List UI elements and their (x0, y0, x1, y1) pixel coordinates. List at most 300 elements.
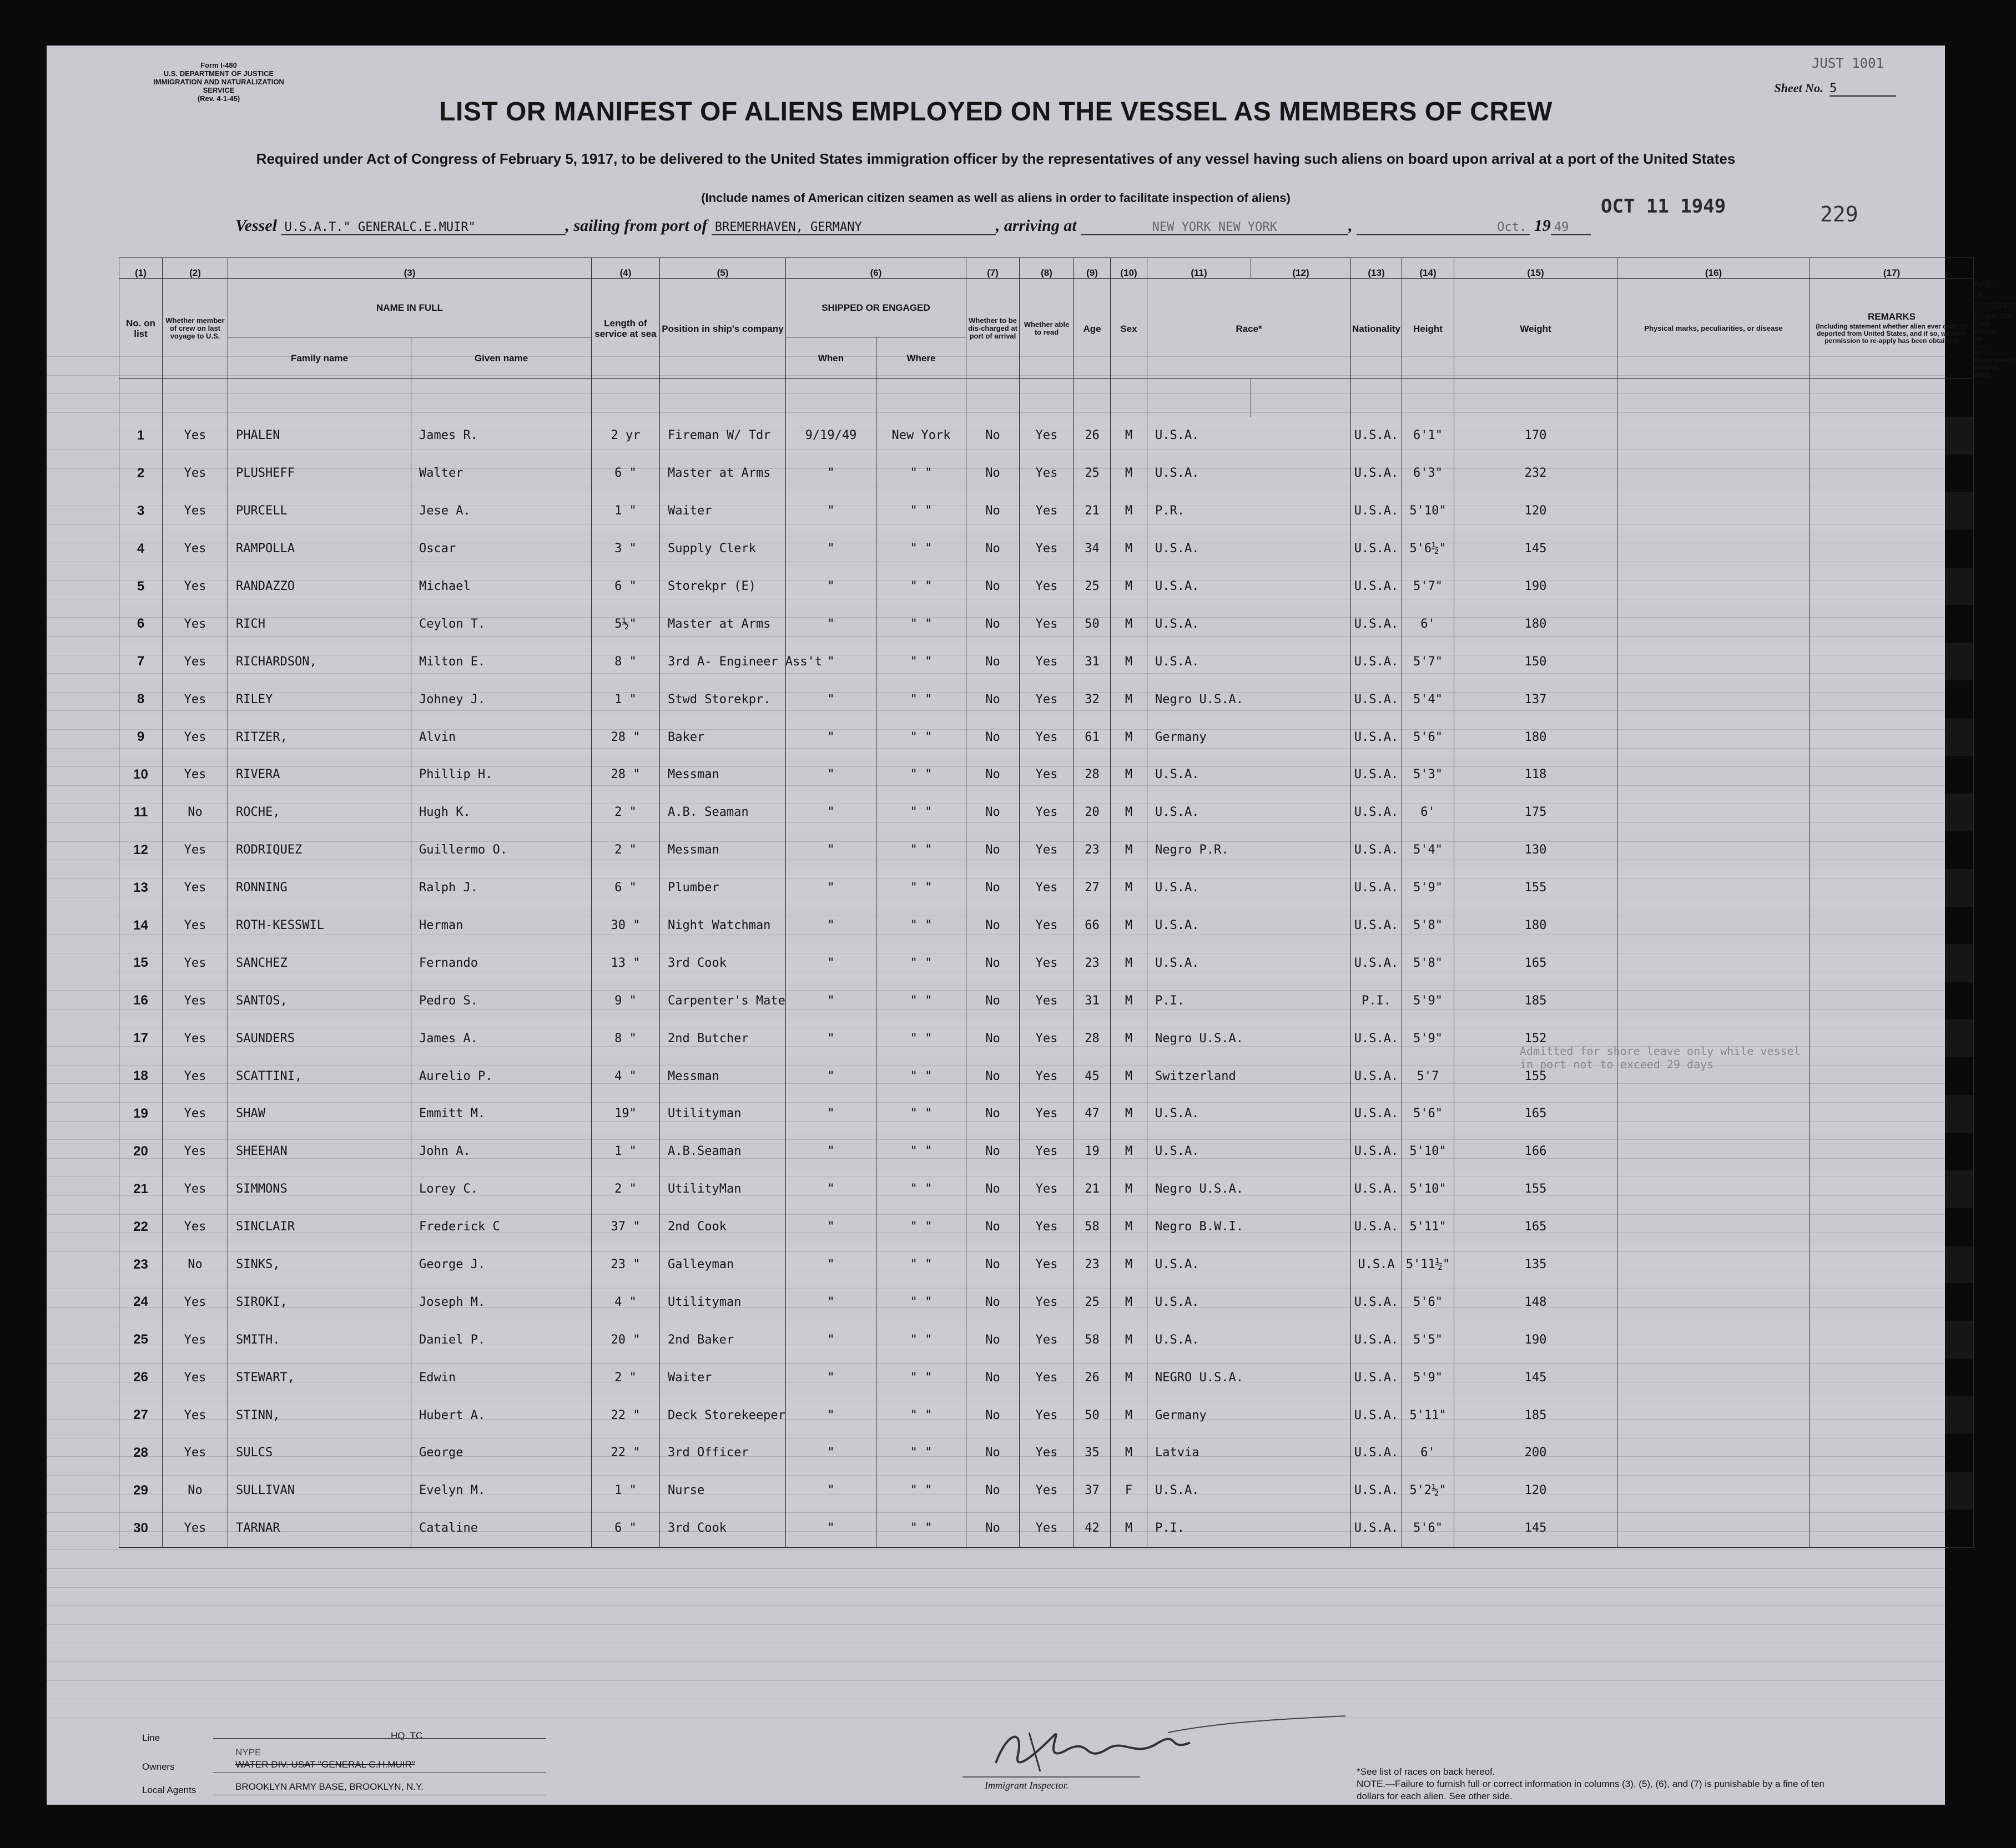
arrival-month: Oct. (1357, 220, 1530, 235)
cell-nationality: U.S.A. (1351, 944, 1402, 982)
cell-sex: M (1111, 1359, 1147, 1396)
cell-age: 32 (1074, 680, 1111, 718)
cell-age: 47 (1074, 1095, 1111, 1133)
cell-shipped-where: " " (876, 1170, 966, 1208)
cell-given-name: Frederick C (411, 1208, 592, 1246)
cell-sex: M (1111, 1434, 1147, 1472)
cell-family-name: SANTOS, (228, 982, 411, 1019)
cell-remarks (1810, 1321, 1974, 1359)
cell-crew-last-voyage: Yes (163, 1133, 228, 1170)
cell-position: Utilityman (660, 1283, 786, 1321)
sheet-number-label: Sheet No. (1774, 81, 1823, 95)
cell-shipped-where: " " (876, 1283, 966, 1321)
cell-physical-marks (1617, 907, 1810, 945)
cell-position: 3rd A- Engineer Ass't (660, 643, 786, 680)
cell-nationality: U.S.A. (1351, 907, 1402, 945)
cell-list-number: 28 (119, 1434, 163, 1472)
table-row (119, 1509, 1974, 1547)
cell-family-name: SULCS (228, 1434, 411, 1472)
cell-able-to-read: Yes (1020, 643, 1074, 680)
cell-list-number: 14 (119, 907, 163, 945)
cell-able-to-read: Yes (1020, 831, 1074, 869)
cell-weight: 145 (1454, 1359, 1617, 1396)
cell-race: U.S.A. (1147, 530, 1351, 568)
table-row (119, 944, 1974, 982)
sheet-number (1775, 81, 1897, 97)
table-row (119, 605, 1974, 643)
cell-nationality: U.S.A. (1351, 718, 1402, 756)
cell-list-number: 20 (119, 1133, 163, 1170)
cell-shipped-when: " (786, 680, 876, 718)
cell-able-to-read: Yes (1020, 1359, 1074, 1396)
cell-height: 5'3" (1402, 756, 1454, 794)
cell-height: 5'10" (1402, 1170, 1454, 1208)
cell-sex: M (1111, 907, 1147, 945)
inspector-signature (957, 1710, 1357, 1783)
cell-able-to-read: Yes (1020, 794, 1074, 831)
cell-remarks (1810, 568, 1974, 605)
column-number: (15) (1454, 258, 1617, 279)
cell-weight: 185 (1454, 982, 1617, 1019)
cell-crew-last-voyage: Yes (163, 1509, 228, 1547)
column-number: (11) (1147, 258, 1251, 279)
cell-sex: M (1111, 718, 1147, 756)
cell-race: U.S.A. (1147, 643, 1351, 680)
cell-sex: M (1111, 944, 1147, 982)
cell-position: Master at Arms (660, 605, 786, 643)
cell-nationality: U.S.A. (1351, 417, 1402, 455)
cell-physical-marks (1617, 1359, 1810, 1396)
cell-race: Negro U.S.A. (1147, 1170, 1351, 1208)
cell-sex: M (1111, 1095, 1147, 1133)
cell-length-of-service: 8 " (592, 1019, 660, 1057)
year-prefix: 19 (1534, 216, 1551, 235)
header-name-in-full: NAME IN FULL (228, 279, 592, 337)
cell-weight: 152 (1454, 1019, 1617, 1057)
cell-weight: 165 (1454, 1095, 1617, 1133)
cell-remarks (1810, 530, 1974, 568)
cell-height: 5'4" (1402, 680, 1454, 718)
cell-height: 5'2½" (1402, 1472, 1454, 1509)
crew-rows (119, 379, 1974, 1548)
cell-nationality: U.S.A. (1351, 530, 1402, 568)
cell-race: U.S.A. (1147, 1321, 1351, 1359)
cell-nationality: U.S.A. (1351, 568, 1402, 605)
cell-nationality: U.S.A. (1351, 1434, 1402, 1472)
cell-weight: 155 (1454, 869, 1617, 907)
cell-discharged: No (966, 1246, 1020, 1284)
cell-crew-last-voyage: Yes (163, 756, 228, 794)
cell-height: 6' (1402, 1434, 1454, 1472)
cell-able-to-read: Yes (1020, 1246, 1074, 1284)
port-from: BREMERHAVEN, GERMANY (712, 220, 996, 235)
cell-family-name: RITZER, (228, 718, 411, 756)
cell-race: U.S.A. (1147, 1095, 1351, 1133)
cell-remarks (1810, 794, 1974, 831)
cell-physical-marks (1617, 1246, 1810, 1284)
cell-nationality: U.S.A. (1351, 794, 1402, 831)
table-row (119, 756, 1974, 794)
header-position: Position in ship's company (660, 279, 786, 379)
cell-shipped-where: " " (876, 982, 966, 1019)
cell-length-of-service: 22 " (592, 1434, 660, 1472)
cell-crew-last-voyage: Yes (163, 1359, 228, 1396)
cell-able-to-read: Yes (1020, 568, 1074, 605)
table-row (119, 1472, 1974, 1509)
cell-list-number: 23 (119, 1246, 163, 1284)
cell-sex: M (1111, 756, 1147, 794)
cell-given-name: Guillermo O. (411, 831, 592, 869)
header-length-of-service: Length of service at sea (592, 279, 660, 379)
cell-shipped-where: " " (876, 1208, 966, 1246)
cell-shipped-where: New York (876, 417, 966, 455)
service-name: IMMIGRATION AND NATURALIZATION SERVICE (153, 78, 284, 94)
vessel-label: Vessel (235, 216, 277, 235)
owners-value-1: NYPE (235, 1747, 261, 1758)
cell-height: 5'9" (1402, 869, 1454, 907)
cell-shipped-where: " " (876, 1057, 966, 1095)
cell-physical-marks (1617, 1434, 1810, 1472)
cell-given-name: Lorey C. (411, 1170, 592, 1208)
cell-shipped-when: " (786, 1434, 876, 1472)
date-stamp: OCT 11 1949 (1601, 195, 1726, 218)
line-label: Line (142, 1733, 160, 1743)
archive-code: JUST 1001 (1811, 55, 1884, 71)
cell-shipped-when: " (786, 1019, 876, 1057)
cell-position: Deck Storekeeper (660, 1396, 786, 1434)
cell-physical-marks (1617, 643, 1810, 680)
cell-crew-last-voyage: Yes (163, 982, 228, 1019)
department-name: U.S. DEPARTMENT OF JUSTICE (163, 69, 274, 78)
cell-height: 6' (1402, 794, 1454, 831)
cell-age: 26 (1074, 1359, 1111, 1396)
column-number: (4) (592, 258, 660, 279)
cell-age: 28 (1074, 756, 1111, 794)
cell-given-name: Fernando (411, 944, 592, 982)
cell-given-name: Oscar (411, 530, 592, 568)
cell-nationality: U.S.A. (1351, 680, 1402, 718)
cell-shipped-when: " (786, 1246, 876, 1284)
cell-nationality: U.S.A. (1351, 1208, 1402, 1246)
table-row (119, 1321, 1974, 1359)
cell-able-to-read: Yes (1020, 1133, 1074, 1170)
cell-physical-marks (1617, 1396, 1810, 1434)
cell-family-name: SAUNDERS (228, 1019, 411, 1057)
cell-list-number: 7 (119, 643, 163, 680)
cell-weight: 190 (1454, 1321, 1617, 1359)
cell-crew-last-voyage: Yes (163, 1057, 228, 1095)
cell-height: 6' (1402, 605, 1454, 643)
table-row (119, 455, 1974, 492)
cell-sex: M (1111, 1057, 1147, 1095)
cell-length-of-service: 1 " (592, 1472, 660, 1509)
cell-physical-marks (1617, 831, 1810, 869)
header-height: Height (1402, 279, 1454, 379)
cell-crew-last-voyage: Yes (163, 1208, 228, 1246)
cell-family-name: SIMMONS (228, 1170, 411, 1208)
cell-shipped-when: " (786, 1396, 876, 1434)
cell-weight: 120 (1454, 492, 1617, 530)
form-id: Form I-480 (200, 61, 237, 69)
cell-height: 5'7" (1402, 643, 1454, 680)
cell-length-of-service: 6 " (592, 568, 660, 605)
cell-length-of-service: 23 " (592, 1246, 660, 1284)
cell-list-number: 12 (119, 831, 163, 869)
footer-note (1357, 1766, 1845, 1802)
cell-given-name: Ralph J. (411, 869, 592, 907)
form-revision: (Rev. 4-1-45) (197, 94, 240, 103)
cell-discharged: No (966, 944, 1020, 982)
cell-crew-last-voyage: Yes (163, 1170, 228, 1208)
cell-sex: M (1111, 680, 1147, 718)
cell-age: 31 (1074, 643, 1111, 680)
cell-family-name: RONNING (228, 869, 411, 907)
cell-given-name: Cataline (411, 1509, 592, 1547)
cell-discharged: No (966, 718, 1020, 756)
cell-crew-last-voyage: Yes (163, 643, 228, 680)
cell-given-name: Aurelio P. (411, 1057, 592, 1095)
cell-nationality: U.S.A. (1351, 831, 1402, 869)
column-number: (3) (228, 258, 592, 279)
cell-discharged: No (966, 1133, 1020, 1170)
cell-remarks (1810, 1434, 1974, 1472)
cell-weight: 155 (1454, 1170, 1617, 1208)
cell-weight: 180 (1454, 718, 1617, 756)
cell-weight: 165 (1454, 1208, 1617, 1246)
cell-weight: 180 (1454, 907, 1617, 945)
cell-height: 5'11" (1402, 1396, 1454, 1434)
cell-race: Germany (1147, 718, 1351, 756)
cell-height: 5'7 (1402, 1057, 1454, 1095)
cell-age: 50 (1074, 1396, 1111, 1434)
cell-shipped-when: " (786, 1170, 876, 1208)
cell-able-to-read: Yes (1020, 1396, 1074, 1434)
cell-weight: 232 (1454, 455, 1617, 492)
cell-list-number: 3 (119, 492, 163, 530)
cell-position: 2nd Butcher (660, 1019, 786, 1057)
cell-shipped-when: " (786, 1359, 876, 1396)
cell-physical-marks (1617, 944, 1810, 982)
cell-length-of-service: 2 yr (592, 417, 660, 455)
cell-able-to-read: Yes (1020, 1321, 1074, 1359)
cell-nationality: U.S.A. (1351, 605, 1402, 643)
cell-weight: 137 (1454, 680, 1617, 718)
table-row (119, 1246, 1974, 1284)
cell-shipped-when: " (786, 944, 876, 982)
cell-nationality: P.I. (1351, 982, 1402, 1019)
header-crew-last-voyage: Whether member of crew on last voyage to U.S. (163, 279, 228, 379)
cell-position: 2nd Cook (660, 1208, 786, 1246)
cell-position: 3rd Officer (660, 1434, 786, 1472)
cell-age: 37 (1074, 1472, 1111, 1509)
cell-length-of-service: 1 " (592, 1133, 660, 1170)
cell-sex: M (1111, 1208, 1147, 1246)
cell-shipped-where: " " (876, 1434, 966, 1472)
cell-length-of-service: 2 " (592, 1170, 660, 1208)
cell-nationality: U.S.A. (1351, 1095, 1402, 1133)
cell-family-name: SULLIVAN (228, 1472, 411, 1509)
cell-remarks (1810, 907, 1974, 945)
cell-crew-last-voyage: Yes (163, 417, 228, 455)
cell-family-name: RANDAZZO (228, 568, 411, 605)
cell-crew-last-voyage: Yes (163, 680, 228, 718)
cell-given-name: Alvin (411, 718, 592, 756)
cell-list-number: 15 (119, 944, 163, 982)
cell-remarks (1810, 492, 1974, 530)
table-row (119, 1208, 1974, 1246)
cell-length-of-service: 8 " (592, 643, 660, 680)
header-family-name: Family name (228, 337, 411, 379)
cell-height: 5'11" (1402, 1208, 1454, 1246)
cell-able-to-read: Yes (1020, 1472, 1074, 1509)
cell-shipped-where: " " (876, 944, 966, 982)
cell-race: NEGRO U.S.A. (1147, 1359, 1351, 1396)
cell-length-of-service: 3 " (592, 530, 660, 568)
cell-family-name: PURCELL (228, 492, 411, 530)
cell-race: U.S.A. (1147, 417, 1351, 455)
cell-nationality: U.S.A. (1351, 455, 1402, 492)
cell-shipped-when: " (786, 1208, 876, 1246)
cell-weight: 185 (1454, 1396, 1617, 1434)
cell-physical-marks (1617, 1472, 1810, 1509)
cell-position: Night Watchman (660, 907, 786, 945)
column-number: (7) (966, 258, 1020, 279)
cell-weight: 175 (1454, 794, 1617, 831)
cell-weight: 166 (1454, 1133, 1617, 1170)
cell-length-of-service: 2 " (592, 1359, 660, 1396)
cell-discharged: No (966, 492, 1020, 530)
cell-race: U.S.A. (1147, 869, 1351, 907)
cell-list-number: 2 (119, 455, 163, 492)
cell-weight: 150 (1454, 643, 1617, 680)
cell-length-of-service: 28 " (592, 756, 660, 794)
cell-height: 5'6" (1402, 1509, 1454, 1547)
column-number-row (119, 258, 1974, 279)
cell-remarks (1810, 718, 1974, 756)
cell-position: Storekpr (E) (660, 568, 786, 605)
cell-height: 5'6" (1402, 1283, 1454, 1321)
cell-age: 20 (1074, 794, 1111, 831)
cell-shipped-where: " " (876, 831, 966, 869)
cell-given-name: Hugh K. (411, 794, 592, 831)
cell-length-of-service: 6 " (592, 455, 660, 492)
cell-remarks (1810, 1208, 1974, 1246)
blank-row (119, 379, 1974, 417)
column-number: (16) (1617, 258, 1810, 279)
cell-crew-last-voyage: Yes (163, 718, 228, 756)
cell-able-to-read: Yes (1020, 417, 1074, 455)
cell-list-number: 30 (119, 1509, 163, 1547)
cell-physical-marks (1617, 492, 1810, 530)
cell-age: 66 (1074, 907, 1111, 945)
table-row (119, 530, 1974, 568)
crew-manifest-table (119, 257, 2016, 1548)
ruled-line (47, 1624, 1945, 1625)
cell-physical-marks (1617, 1509, 1810, 1547)
cell-able-to-read: Yes (1020, 1170, 1074, 1208)
cell-given-name: George J. (411, 1246, 592, 1284)
cell-family-name: RICH (228, 605, 411, 643)
cell-height: 6'1" (1402, 417, 1454, 455)
cell-race: U.S.A. (1147, 1246, 1351, 1284)
cell-height: 5'5" (1402, 1321, 1454, 1359)
cell-crew-last-voyage: No (163, 1472, 228, 1509)
cell-sex: M (1111, 1283, 1147, 1321)
table-row (119, 1095, 1974, 1133)
cell-age: 28 (1074, 1019, 1111, 1057)
cell-weight: 148 (1454, 1283, 1617, 1321)
local-agents-value: BROOKLYN ARMY BASE, BROOKLYN, N.Y. (235, 1781, 424, 1792)
cell-sex: M (1111, 417, 1147, 455)
cell-family-name: SMITH. (228, 1321, 411, 1359)
cell-discharged: No (966, 1396, 1020, 1434)
cell-shipped-where: " " (876, 492, 966, 530)
cell-discharged: No (966, 1359, 1020, 1396)
cell-discharged: No (966, 680, 1020, 718)
cell-crew-last-voyage: Yes (163, 1434, 228, 1472)
cell-height: 5'11½" (1402, 1246, 1454, 1284)
cell-age: 23 (1074, 1246, 1111, 1284)
cell-physical-marks (1617, 568, 1810, 605)
cell-physical-marks (1617, 1208, 1810, 1246)
cell-crew-last-voyage: Yes (163, 568, 228, 605)
cell-shipped-when: " (786, 756, 876, 794)
cell-sex: M (1111, 1133, 1147, 1170)
header-physical-marks: Physical marks, peculiarities, or disease (1617, 279, 1810, 379)
cell-height: 5'4" (1402, 831, 1454, 869)
cell-height: 5'10" (1402, 1133, 1454, 1170)
cell-family-name: RICHARDSON, (228, 643, 411, 680)
cell-remarks (1810, 1246, 1974, 1284)
cell-shipped-where: " " (876, 718, 966, 756)
cell-list-number: 21 (119, 1170, 163, 1208)
cell-age: 25 (1074, 1283, 1111, 1321)
cell-sex: M (1111, 1170, 1147, 1208)
cell-height: 5'9" (1402, 1019, 1454, 1057)
cell-remarks (1810, 756, 1974, 794)
cell-race: U.S.A. (1147, 605, 1351, 643)
cell-age: 61 (1074, 718, 1111, 756)
cell-age: 35 (1074, 1434, 1111, 1472)
cell-list-number: 9 (119, 718, 163, 756)
table-row (119, 492, 1974, 530)
header-remarks-title: REMARKS (1868, 311, 1916, 322)
cell-shipped-when: " (786, 1133, 876, 1170)
cell-nationality: U.S.A. (1351, 643, 1402, 680)
cell-age: 50 (1074, 605, 1111, 643)
column-number: (13) (1351, 258, 1402, 279)
cell-shipped-where: " " (876, 1019, 966, 1057)
cell-discharged: No (966, 1208, 1020, 1246)
cell-remarks (1810, 1095, 1974, 1133)
column-number: (2) (163, 258, 228, 279)
cell-given-name: Emmitt M. (411, 1095, 592, 1133)
header-no-on-list: No. on list (119, 279, 163, 379)
cell-able-to-read: Yes (1020, 1019, 1074, 1057)
cell-nationality: U.S.A. (1351, 1359, 1402, 1396)
cell-race: Negro U.S.A. (1147, 680, 1351, 718)
cell-discharged: No (966, 1057, 1020, 1095)
cell-able-to-read: Yes (1020, 680, 1074, 718)
page-subtitle: Required under Act of Congress of February 5, 1917, to be delivered to the United States immigration officer by the representatives of any vessel having such aliens on board upon arrival at a port of the United States (256, 150, 1736, 167)
cell-shipped-where: " " (876, 680, 966, 718)
cell-age: 26 (1074, 417, 1111, 455)
cell-given-name: Daniel P. (411, 1321, 592, 1359)
cell-remarks (1810, 1396, 1974, 1434)
column-number: (6) (786, 258, 966, 279)
cell-position: Messman (660, 831, 786, 869)
cell-given-name: Herman (411, 907, 592, 945)
